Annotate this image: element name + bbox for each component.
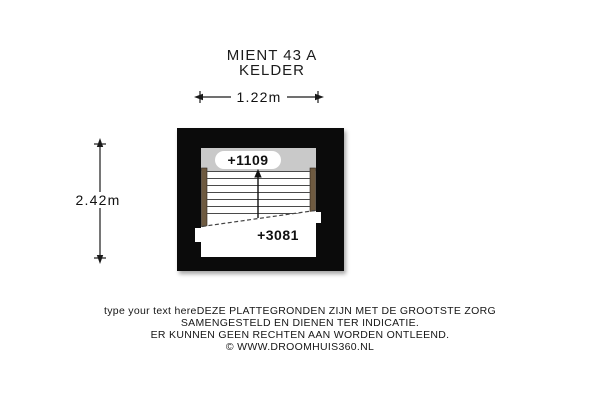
height-dimension-label: 2.42m: [68, 192, 128, 208]
upper-level-label: +1109: [215, 151, 281, 169]
page-subtitle: KELDER: [238, 62, 306, 79]
footer-line: type your text hereDEZE PLATTEGRONDEN ZIJN MET DE GROOTSTE ZORG: [104, 305, 496, 317]
wall-notch-left: [195, 228, 201, 242]
basement-walls: [177, 128, 344, 271]
footer-copyright: © WWW.DROOMHUIS360.NL: [225, 341, 375, 353]
height-dim-arrow-bottom: [97, 255, 103, 264]
footer-line: ER KUNNEN GEEN RECHTEN AAN WORDEN ONTLEEND.: [150, 329, 450, 341]
wall-notch-right: [316, 212, 321, 223]
title-block: [172, 48, 372, 78]
lower-level-label: +3081: [257, 227, 299, 243]
width-dim-arrow-right: [315, 94, 324, 100]
footer-line: SAMENGESTELD EN DIENEN TER INDICATIE.: [180, 317, 420, 329]
width-dimension-label: 1.22m: [236, 89, 282, 105]
footer-disclaimer: [0, 305, 600, 353]
stair-stringer-left: [202, 168, 208, 228]
page-title: MIENT 43 A: [226, 47, 318, 64]
width-dim-arrow-left: [194, 94, 203, 100]
height-dim-arrow-top: [97, 138, 103, 147]
stair-stringer-right: [310, 168, 316, 214]
